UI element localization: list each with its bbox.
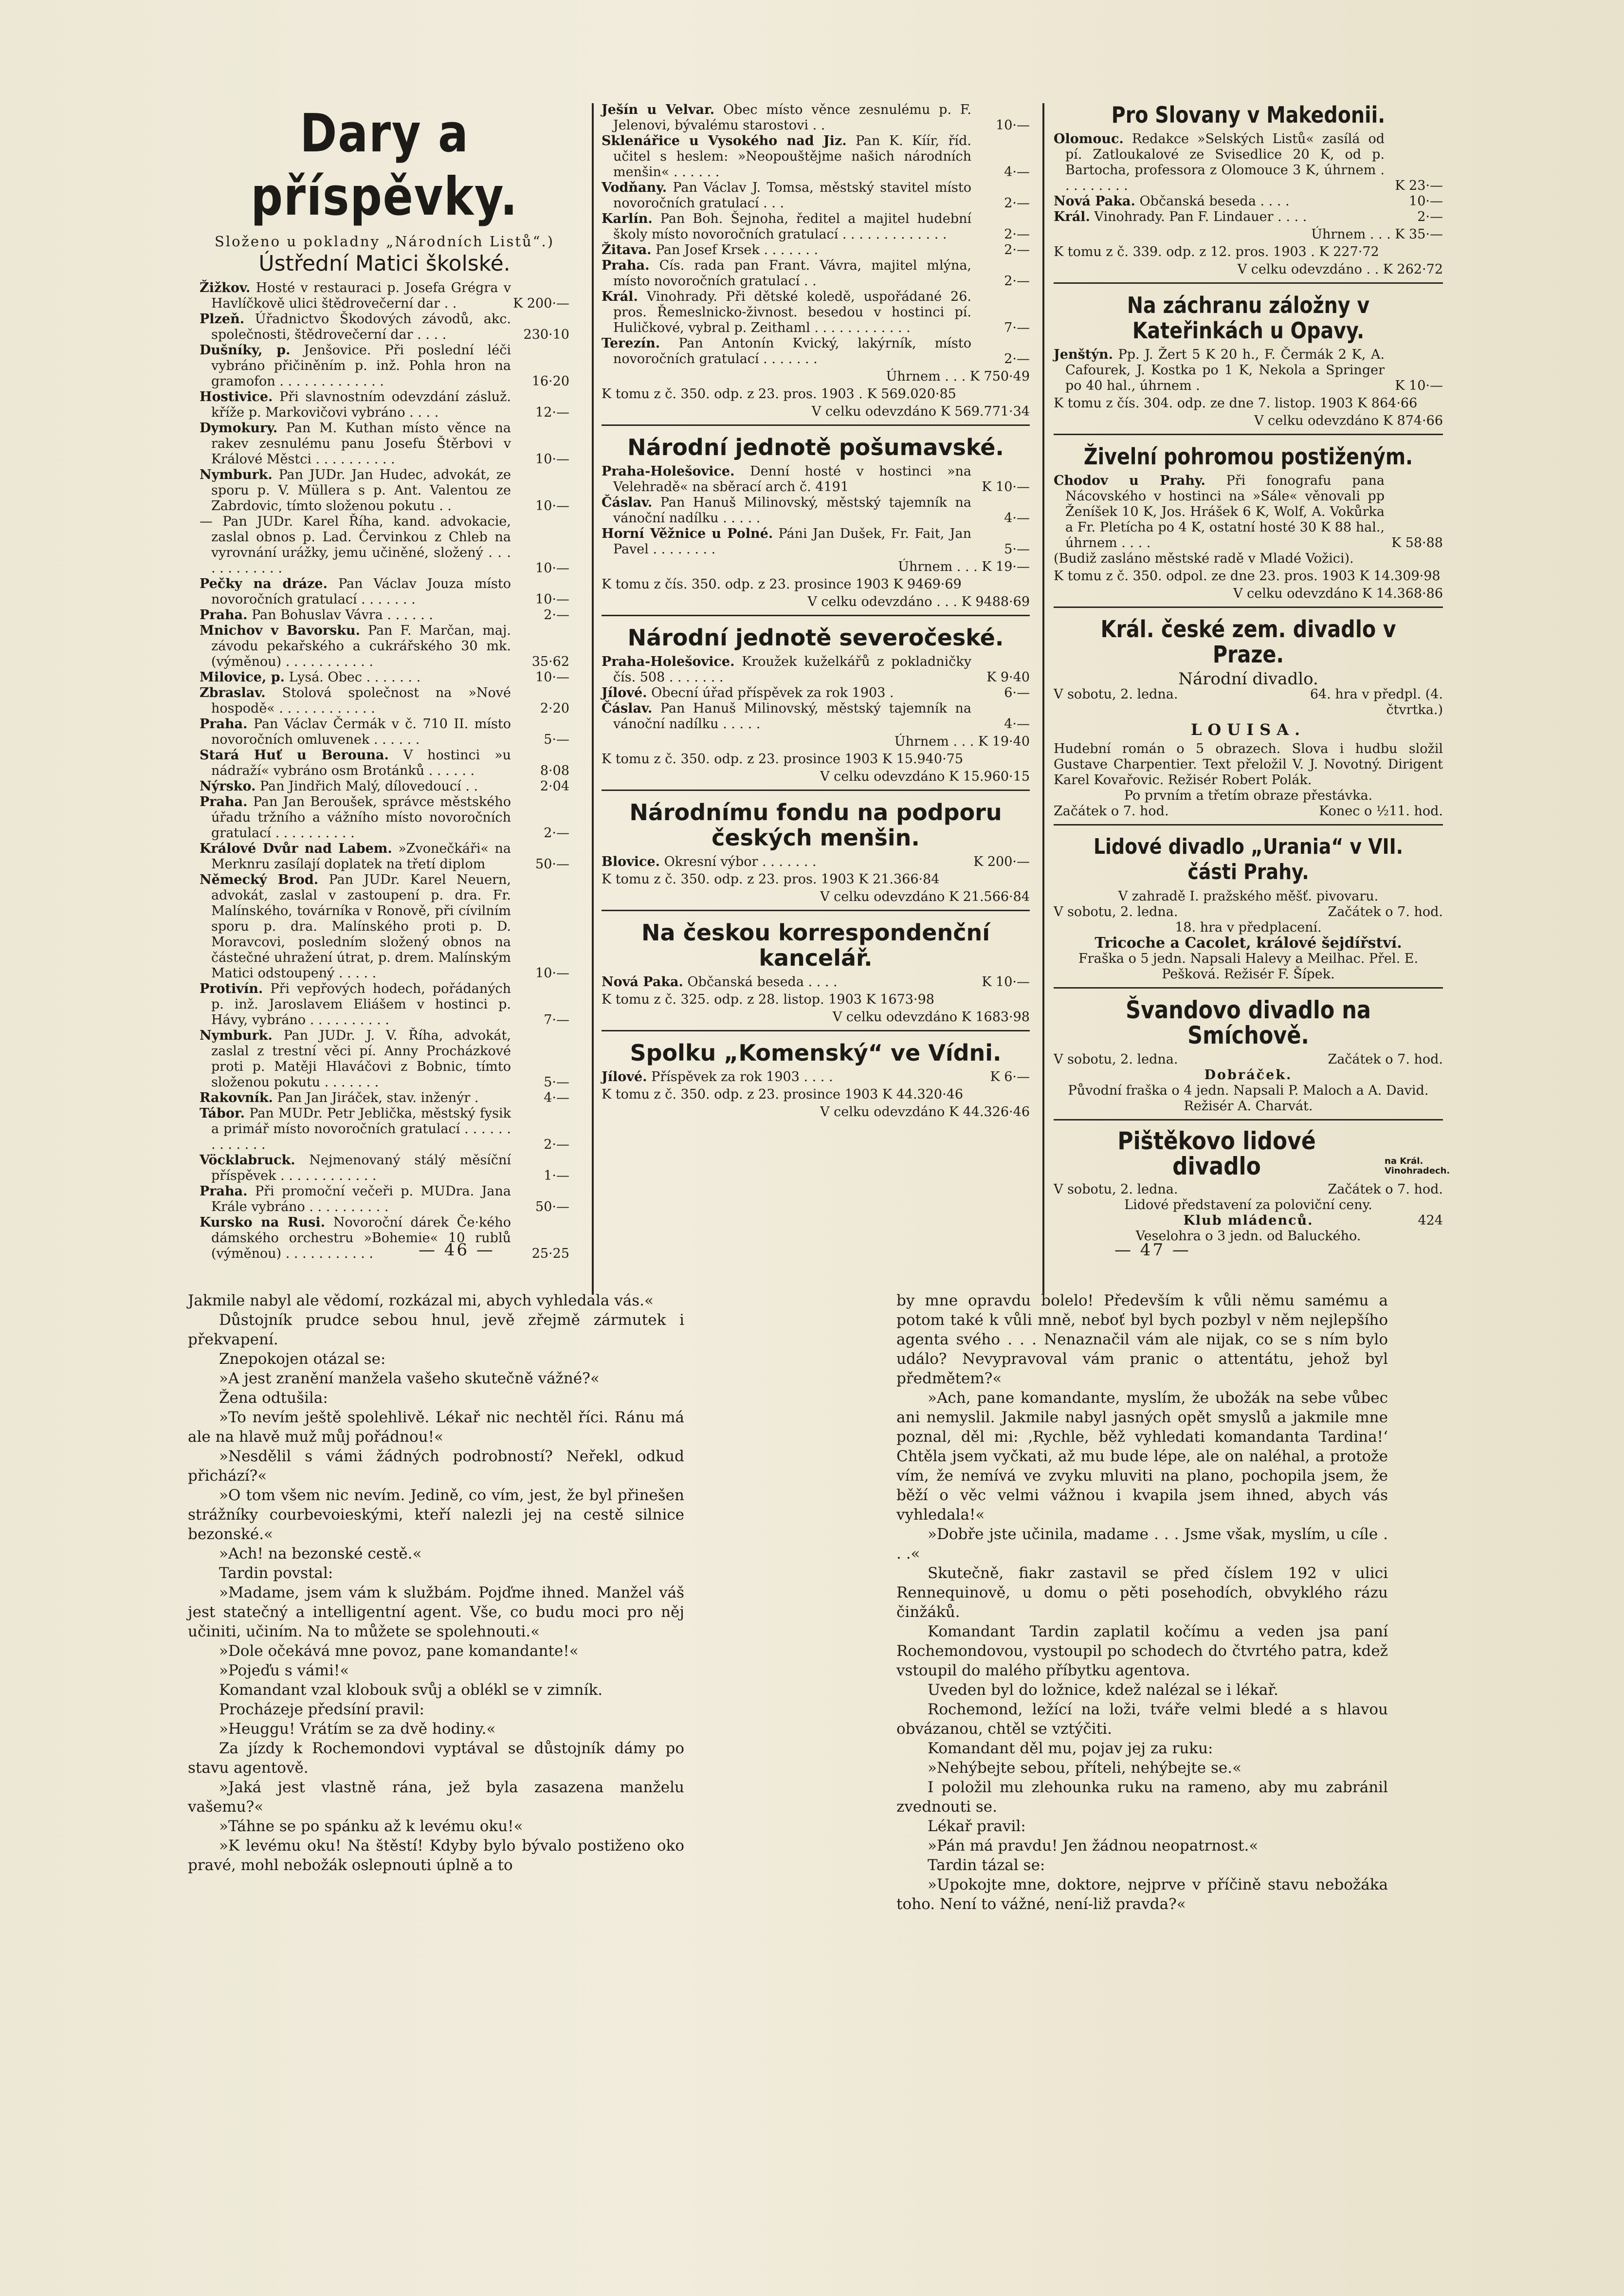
entry-amount: 5·— — [544, 1075, 569, 1090]
entry-text: Vodňany. Pan Václav J. Tomsa, městský stavitel místo novoročních gratulací . . . — [602, 180, 971, 211]
donation-entry — [1054, 209, 1443, 225]
given-line: V celku odevzdáno K 15.960·15 — [820, 769, 1030, 784]
given-line: V celku odevzdáno K 21.566·84 — [820, 889, 1030, 904]
column-funds — [602, 102, 1030, 1122]
entry-amount: 4·— — [544, 1090, 569, 1105]
total-line: K tomu z č. 350. odp. z 23. prosince 1903 K 15.940·75 — [602, 752, 964, 767]
entry-text: Nymburk. Pan JUDr. J. V. Říha, advokát, zaslal z trestní věci pí. Anny Procházkové proti p. Matěji Hlaváčovi z Bobnic, tímto složenou pokutu . . . . . . . — [200, 1028, 511, 1090]
entry-amount: K 10·— — [982, 974, 1030, 990]
story-text-right — [896, 1291, 1388, 1914]
donation-entry — [602, 133, 1030, 180]
entry-amount: 4·— — [1004, 716, 1030, 732]
section-heading: Na českou korrespondenční kancelář. — [641, 919, 990, 971]
donation-entry — [602, 464, 1030, 495]
total-line: K tomu z č. 339. odp. z 12. pros. 1903 . K 227·72 — [1054, 244, 1379, 259]
entry-amount: 16·20 — [531, 374, 569, 389]
entry-text: Praha. Pan Bohuslav Vávra . . . . . . — [200, 607, 433, 623]
given-line: V celku odevzdáno K 1683·98 — [832, 1010, 1030, 1025]
donation-entry — [200, 779, 569, 794]
section-heading: Pro Slovany v Makedonii. — [1111, 102, 1386, 128]
entry-text: Rakovník. Pan Jan Jiráček, stav. inženýr . — [200, 1090, 479, 1105]
entry-text: Stará Huť u Berouna. V hostinci »u nádraží« vybráno osm Brotánků . . . . . . — [200, 748, 511, 778]
theatre-name: Národní divadlo. — [1178, 669, 1318, 689]
play-title: Dobráček. — [1204, 1067, 1293, 1083]
entry-text: Žitava. Pan Josef Krsek . . . . . . . — [602, 242, 819, 257]
entry-amount: 7·— — [1004, 320, 1030, 335]
donation-entry — [200, 280, 569, 312]
entry-amount: 50·— — [535, 857, 569, 872]
theatre-row — [1054, 687, 1443, 718]
donation-entry — [200, 467, 569, 514]
section-heading: Ústřední Matici školské. — [258, 251, 511, 276]
donation-list — [602, 974, 1030, 990]
donation-entry — [602, 974, 1030, 990]
entry-amount: K 23·— — [1395, 178, 1443, 193]
donation-entry — [200, 1215, 569, 1262]
entry-text: Král. Vinohrady. Pan F. Lindauer . . . . — [1054, 209, 1307, 224]
donation-entry — [1054, 347, 1443, 394]
story-paragraph: »Heuggu! Vrátím se za dvě hodiny.« — [219, 1720, 496, 1738]
entry-text: Nýrsko. Pan Jindřich Malý, dílovedoucí . . — [200, 779, 478, 794]
entry-text: Horní Věžnice u Polné. Páni Jan Dušek, Fr. Fait, Jan Pavel . . . . . . . . — [602, 526, 971, 557]
donation-entry — [602, 289, 1030, 336]
page-number-left: — 46 — — [419, 1240, 495, 1260]
entry-text: Německý Brod. Pan JUDr. Karel Neuern, advokát, zaslal v zastoupení p. dra. Fr. Malínského, továrníka v Ronově, při cívilním sporu p. dra. Malínského proti p. D. Moravcovi, posledním složený obnos na částečné uhražení útrat, p. drem. Malínským Matici odstoupený . . . . . — [200, 872, 511, 981]
section-heading: Národní jednotě pošumavské. — [627, 434, 1004, 460]
donation-entry — [200, 841, 569, 872]
theatre-venue: V zahradě I. pražského měšť. pivovaru. — [1118, 889, 1379, 904]
entry-amount: 5·— — [1004, 542, 1030, 557]
entry-amount: 10·— — [996, 118, 1030, 133]
donation-entry — [1054, 473, 1443, 551]
section-heading: Lidové divadlo „Urania“ v VII. části Prahy. — [1093, 834, 1404, 884]
story-paragraph: Rochemond, ležící na loži, tváře velmi bledé a s hlavou obvázanou, chtěl se vztýčiti. — [896, 1701, 1388, 1738]
entry-amount: 5·— — [544, 732, 569, 747]
story-paragraph: »Nesdělil s vámi žádných podrobností? Neřekl, odkud přichází?« — [188, 1448, 684, 1485]
entry-text: Sklenářice u Vysokého nad Jiz. Pan K. Kíír, říd. učitel s heslem: »Neopouštějme našich národních menšin« . . . . . . — [602, 133, 971, 180]
donation-list — [1054, 473, 1443, 567]
story-paragraph: »Ach! na bezonské cestě.« — [219, 1545, 422, 1562]
play-note: Po prvním a třetím obraze přestávka. — [1124, 788, 1373, 803]
sum-line: Úhrnem . . . K 35·— — [1311, 227, 1443, 242]
column-donations — [200, 102, 569, 1262]
entry-text: Jílové. Příspěvek za rok 1903 . . . . — [602, 1069, 833, 1084]
section-heading: Národnímu fondu na podporu českých menšin. — [629, 799, 1002, 851]
divider — [1054, 987, 1443, 989]
story-paragraph: »Dobře jste učinila, madame . . . Jsme však, myslím, u cíle . . .« — [896, 1525, 1388, 1562]
entry-text: Král. Vinohrady. Při dětské koledě, uspořádané 26. pros. Řemeslnicko-živnost. besedou v hostinci pí. Huličkové, vybral p. Zeithaml . . . . . . . . . . . . — [602, 289, 971, 335]
column-rule-1 — [592, 103, 594, 1295]
section-heading: Národní jednotě severočeské. — [627, 625, 1004, 651]
page-number-right: — 47 — — [1114, 1240, 1191, 1260]
start-time: Začátek o 7. hod. — [1328, 904, 1443, 919]
entry-amount: K 6·— — [990, 1069, 1030, 1084]
entry-text: (Budiž zasláno městské radě v Mladé Vožici). — [1054, 551, 1354, 566]
donation-entry — [200, 576, 569, 607]
play-description: Hudební román o 5 obrazech. Slova i hudbu složil Gustave Charpentier. Text přeložil V. J. Novotný. Dirigent Karel Kovařovic. Režisér Robert Polák. — [1054, 741, 1443, 788]
column-rule-2 — [1042, 103, 1044, 1295]
theatre-date: V sobotu, 2. ledna. — [1054, 904, 1178, 919]
story-paragraph: »Jaká jest vlastně rána, jež byla zasazena manželu vašemu?« — [188, 1779, 684, 1816]
story-paragraph: Lékař pravil: — [928, 1818, 1026, 1835]
entry-text: Zbraslav. Stolová společnost na »Nové hospodě« . . . . . . . . . . . . — [200, 685, 511, 716]
entry-text: Terezín. Pan Antonín Kvický, lakýrník, místo novoročních gratulací . . . . . . . — [602, 336, 971, 367]
start-time: Začátek o 7. hod. — [1328, 1052, 1443, 1067]
entry-amount: 1·— — [544, 1168, 569, 1183]
donation-entry — [602, 1069, 1030, 1085]
theatre-date: V sobotu, 2. ledna. — [1054, 1052, 1178, 1067]
entry-amount: 2·— — [544, 607, 569, 623]
donation-entry — [200, 981, 569, 1028]
entry-text: Mnichov v Bavorsku. Pan F. Marčan, maj. závodu pekařského a cukrářského 30 mk. (výměnou) . . . . . . . . . . . — [200, 623, 511, 669]
ad-number: 424 — [1418, 1213, 1443, 1228]
theatre-times — [1054, 804, 1443, 819]
entry-text: Čáslav. Pan Hanuš Milinovský, městský tajemník na vánoční nadílku . . . . . — [602, 495, 971, 526]
sum-line: Úhrnem . . . K 750·49 — [886, 369, 1030, 384]
entry-amount: K 9·40 — [986, 670, 1030, 685]
play-title: Klub mládenců. — [1183, 1213, 1314, 1228]
entry-text: Tábor. Pan MUDr. Petr Jeblička, městský fysik a primář místo novoročních gratulací . . . . . . . . . . . . . — [200, 1106, 511, 1152]
play-title: LOUISA. — [1190, 720, 1306, 739]
donation-list — [1054, 131, 1443, 225]
entry-text: Praha. Cís. rada pan Frant. Vávra, majitel mlýna, místo novoročních gratulací . . — [602, 258, 971, 289]
entry-text: Milovice, p. Lysá. Obec . . . . . . . — [200, 670, 421, 685]
story-paragraph: »Ach, pane komandante, myslím, že ubožák na sebe vůbec ani nemyslil. Jakmile nabyl jasných opět smyslů a jakmile mne poznal, děl mi: ‚Rychle, běž vyhledati komandanta Tardina!‘ Chtěla jsem vyčkati, až mu bude lépe, ale on naléhal, a protože vím, že nemívá ve zvyku mluviti na plano, pochopila jsem, že běží o věc velmi vážnou i kvapila jsem ihned, abych vás vyhledala!« — [896, 1389, 1388, 1524]
play-description: Fraška o 5 jedn. Napsali Halevy a Meilhac. Přel. E. Pešková. Režisér F. Šípek. — [1078, 951, 1419, 982]
entry-amount: 2·— — [1004, 196, 1030, 211]
donation-entry — [200, 1153, 569, 1184]
entry-amount: 12·— — [535, 405, 569, 420]
story-paragraph: Tardin povstal: — [219, 1564, 333, 1582]
entry-amount: 2·04 — [540, 779, 569, 794]
entry-amount: 10·— — [535, 966, 569, 981]
donation-entry — [200, 1090, 569, 1106]
story-paragraph: Znepokojen otázal se: — [219, 1350, 386, 1368]
entry-amount: 4·— — [1004, 165, 1030, 180]
entry-text: Jílové. Obecní úřad příspěvek za rok 1903 . — [602, 685, 894, 700]
entry-amount: K 200·— — [513, 296, 569, 311]
theatre-note: Lidové představení za poloviční ceny. — [1124, 1197, 1372, 1212]
entry-amount: 6·— — [1004, 685, 1030, 700]
total-line: K tomu z č. 325. odp. z 28. listop. 1903 K 1673·98 — [602, 992, 934, 1007]
theatre-row — [1054, 1182, 1443, 1197]
entry-text: Dymokury. Pan M. Kuthan místo věnce na rakev zesnulému panu Josefu Štěrbovi v Králové Městci . . . . . . . . . . — [200, 421, 511, 467]
entry-amount: 10·— — [535, 498, 569, 514]
entry-text: Ješín u Velvar. Obec místo věnce zesnulému p. F. Jelenovi, bývalému starostovi . . — [602, 102, 971, 133]
entry-text: Králové Dvůr nad Labem. »Zvonečkáři« na Merknru zasílají doplatek na třetí diplom — [200, 841, 511, 872]
start-time: Začátek o 7. hod. — [1054, 804, 1169, 819]
donation-entry — [200, 312, 569, 343]
donation-entry — [602, 701, 1030, 732]
entry-text: Karlín. Pan Boh. Šejnoha, ředitel a majitel hudební školy místo novoročních gratulací . . . . . . . . . . . . . — [602, 211, 971, 242]
donation-entry — [200, 1106, 569, 1153]
story-paragraph: Procházeje předsíní pravil: — [219, 1701, 424, 1718]
story-paragraph: »Upokojte mne, doktore, nejprve v příčině stavu nebožáka toho. Není to vážné, není-liž pravda?« — [896, 1876, 1388, 1913]
story-paragraph: Jakmile nabyl ale vědomí, rozkázal mi, abych vyhledala vás.« — [188, 1292, 654, 1309]
story-paragraph: »Dole očekává mne povoz, pane komandante!« — [219, 1642, 579, 1660]
total-line: K tomu z č. 350. odp. z 23. pros. 1903 K 21.366·84 — [602, 872, 940, 887]
donation-entry — [200, 670, 569, 685]
entry-amount: K 200·— — [973, 854, 1030, 869]
story-paragraph: Komandant děl mu, pojav jej za ruku: — [928, 1740, 1213, 1757]
donation-entry — [602, 854, 1030, 870]
donation-entry — [200, 343, 569, 389]
story-paragraph: Důstojník prudce sebou hnul, jevě zřejmě zármutek i překvapení. — [188, 1311, 684, 1348]
donation-entry — [200, 607, 569, 623]
play-description: Veselohra o 3 jedn. od Baluckého. — [1135, 1229, 1361, 1244]
total-line: K tomu z č. 350. odp. z 23. pros. 1903 . K 569.020·85 — [602, 386, 956, 402]
divider — [1054, 434, 1443, 435]
donation-entry — [1054, 194, 1443, 209]
donation-list — [602, 654, 1030, 732]
total-line: K tomu z čís. 350. odp. z 23. prosince 1903 K 9469·69 — [602, 577, 962, 592]
theatre-heading-row — [1054, 1125, 1450, 1182]
donation-list — [602, 1069, 1030, 1085]
donation-entry — [200, 685, 569, 716]
story-paragraph: »To nevím ještě spolehlivě. Lékař nic nechtěl říci. Ránu má ale na hlavě muž můj pořádnou!« — [188, 1409, 684, 1446]
donation-entry — [200, 794, 569, 841]
divider — [602, 1030, 1030, 1031]
theatre-performance: 64. hra v předpl. (4. čtvrtka.) — [1310, 687, 1443, 717]
entry-text: Žižkov. Hosté v restauraci p. Josefa Grégra v Havlíčkově ulici štědrovečerní dar . . — [200, 280, 511, 311]
entry-amount: 8·08 — [540, 763, 569, 778]
entry-text: Pečky na dráze. Pan Václav Jouza místo novoročních gratulací . . . . . . . — [200, 576, 511, 607]
entry-amount: K 10·— — [982, 479, 1030, 495]
entry-amount: 10·— — [535, 670, 569, 685]
story-paragraph: Komandant Tardin zaplatil kočímu a veden jsa paní Rochemondovou, vystoupil po schodech do čtvrtého patra, kdež vstoupil do malého příbytku agentova. — [896, 1623, 1388, 1679]
entry-amount: 7·— — [544, 1012, 569, 1028]
entry-text: Plzeň. Úřadnictvo Škodových závodů, akc. společnosti, štědrovečerní dar . . . . — [200, 312, 511, 342]
entry-text: Protivín. Při vepřových hodech, pořádaných p. inž. Jaroslavem Eliášem v hostinci p. Hávy, vybráno . . . . . . . . . . — [200, 981, 511, 1028]
donation-entry — [602, 102, 1030, 133]
entry-text: Chodov u Prahy. Při fonografu pana Nácovského v hostinci na »Sále« věnovali pp Ženíšek 10 K, Jos. Hrášek 6 K, Wolf, A. Vokůrka a Fr. Pletícha po 4 K, ostatní hosté 30 K 88 hal., úhrnem . . . . — [1054, 473, 1385, 551]
given-line: V celku odevzdáno . . K 262·72 — [1237, 262, 1443, 277]
given-line: V celku odevzdáno K 44.326·46 — [820, 1104, 1030, 1120]
section-heading: Švandovo divadlo na Smíchově. — [1126, 996, 1371, 1049]
story-paragraph: Žena odtušila: — [219, 1389, 328, 1407]
donation-entry — [602, 258, 1030, 289]
divider — [1054, 606, 1443, 608]
donation-entry — [200, 1184, 569, 1215]
donation-entry — [602, 242, 1030, 258]
donation-entry — [200, 748, 569, 779]
donation-entry — [200, 623, 569, 670]
entry-text: Praha-Holešovice. Denní hosté v hostinci »na Velehradě« na sběrací arch č. 4191 — [602, 464, 971, 495]
donation-entry — [602, 180, 1030, 211]
play-title: Tricoche a Cacolet, králové šejdířství. — [1095, 935, 1402, 952]
entry-amount: 2·— — [1004, 274, 1030, 289]
entry-amount: 50·— — [535, 1199, 569, 1214]
donation-entry — [200, 716, 569, 748]
entry-amount: 10·— — [535, 452, 569, 467]
sum-line: Úhrnem . . . K 19·— — [898, 559, 1030, 574]
donation-entry — [602, 336, 1030, 367]
end-time: Konec o ½11. hod. — [1319, 804, 1443, 819]
theatre-date: V sobotu, 2. ledna. — [1054, 687, 1178, 702]
donation-entry — [200, 872, 569, 981]
entry-text: Nymburk. Pan JUDr. Jan Hudec, advokát, ze sporu p. V. Müllera s p. Ant. Valentou ze Zabrdovic, tímto složenou pokutu . . — [200, 467, 511, 514]
entry-amount: 10·— — [1409, 194, 1443, 209]
total-line: K tomu z č. 350. odp. z 23. prosince 1903 K 44.320·46 — [602, 1087, 964, 1102]
entry-text: Čáslav. Pan Hanuš Milinovský, městský tajemník na vánoční nadílku . . . . . — [602, 701, 971, 732]
story-text-left — [188, 1291, 684, 1875]
donation-list — [602, 464, 1030, 557]
given-line: V celku odevzdáno K 874·66 — [1254, 413, 1443, 428]
section-heading: Král. české zem. divadlo v Praze. — [1100, 616, 1396, 668]
entry-text: Vöcklabruck. Nejmenovaný stálý měsíční příspěvek . . . . . . . . . . . . — [200, 1153, 511, 1183]
donation-entry — [602, 526, 1030, 557]
given-line: V celku odevzdáno . . . K 9488·69 — [807, 594, 1030, 609]
donation-list — [1054, 347, 1443, 394]
donation-entry — [1054, 131, 1443, 194]
donation-entry — [602, 211, 1030, 242]
entry-text: Dušníky, p. Jenšovice. Při poslední léči vybráno přičiněním p. inž. Pohla hron na gramofon . . . . . . . . . . . . . — [200, 343, 511, 389]
entry-text: Praha-Holešovice. Kroužek kuželkářů z pokladničky čís. 508 . . . . . . . — [602, 654, 971, 685]
donation-entry — [602, 495, 1030, 526]
story-paragraph: »K levému oku! Na štěstí! Kdyby bylo bývalo postiženo oko pravé, mohl nebožák oslepnouti úplně a to — [188, 1837, 684, 1874]
theatre-row — [1054, 904, 1443, 920]
theatre-row — [1054, 1052, 1443, 1067]
entry-amount: 2·— — [1004, 242, 1030, 257]
start-time: Začátek o 7. hod. — [1328, 1182, 1443, 1197]
entry-amount: 230·10 — [523, 327, 569, 342]
divider — [602, 615, 1030, 616]
entry-amount: 10·— — [535, 561, 569, 576]
story-paragraph: »Pojeďu s vámi!« — [219, 1662, 349, 1679]
donation-list — [602, 102, 1030, 367]
story-paragraph: »O tom všem nic nevím. Jedině, co vím, jest, že byl přinešen strážníky courbevoieskými, kteří nalezli jej na cestě silnice bezonské.« — [188, 1487, 684, 1543]
page-title: Dary a příspěvky. — [251, 103, 518, 227]
sum-line: Úhrnem . . . K 19·40 — [894, 734, 1030, 749]
story-paragraph: »A jest zranění manžela vašeho skutečně vážné?« — [219, 1370, 600, 1387]
total-line: K tomu z č. 350. odpol. ze dne 23. pros. 1903 K 14.309·98 — [1054, 569, 1441, 584]
entry-text: Nová Paka. Občanská beseda . . . . — [602, 974, 838, 990]
story-paragraph: Komandant vzal klobouk svůj a oblékl se v zimník. — [219, 1681, 603, 1699]
story-paragraph: »Nehýbejte sebou, příteli, nehýbejte se.« — [928, 1759, 1242, 1777]
section-heading: Živelní pohromou postiženým. — [1083, 443, 1413, 470]
theatre-performance: 18. hra v předplacení. — [1175, 920, 1322, 935]
given-line: V celku odevzdáno K 569.771·34 — [811, 404, 1030, 419]
donation-entry — [602, 685, 1030, 701]
divider — [1054, 282, 1443, 284]
donation-list — [602, 854, 1030, 870]
divider — [602, 790, 1030, 791]
section-heading-small: na Král. Vinohradech. — [1385, 1156, 1450, 1176]
subtitle: Složeno u pokladny „Národních Listů“.) — [214, 233, 555, 250]
story-paragraph: I položil mu zlehounka ruku na rameno, aby mu zabránil zvednouti se. — [896, 1779, 1388, 1816]
theatre-date: V sobotu, 2. ledna. — [1054, 1182, 1178, 1197]
entry-text: Hostivice. Při slavnostním odevzdání zásluž. kříže p. Markovičovi vybráno . . . . — [200, 389, 511, 420]
entry-text: Kursko na Rusi. Novoroční dárek Če·kého dámského orchestru »Bohemie« 10 rublů (výměnou) . . . . . . . . . . . — [200, 1215, 511, 1261]
given-line: V celku odevzdáno K 14.368·86 — [1233, 586, 1443, 601]
entry-text: Praha. Pan Jan Beroušek, správce městského úřadu tržního a vážního místo novoročních gratulací . . . . . . . . . . — [200, 794, 511, 841]
entry-text: Praha. Při promoční večeři p. MUDra. Jana Krále vybráno . . . . . . . . . . — [200, 1184, 511, 1214]
theatre-row — [1054, 1213, 1443, 1229]
play-description: Původní fraška o 4 jedn. Napsali P. Maloch a A. David. Režisér A. Charvát. — [1068, 1083, 1429, 1114]
donation-entry — [602, 654, 1030, 685]
divider — [602, 910, 1030, 911]
story-paragraph: »Táhne se po spánku až k levému oku!« — [219, 1818, 523, 1835]
entry-amount: K 58·88 — [1391, 535, 1443, 551]
story-paragraph: »Pán má pravdu! Jen žádnou neopatrnost.« — [928, 1837, 1259, 1855]
story-paragraph: Uveden byl do ložnice, kdež nalézal se i lékař. — [928, 1681, 1278, 1699]
total-line: K tomu z čís. 304. odp. ze dne 7. listop. 1903 K 864·66 — [1054, 396, 1418, 411]
entry-amount: 4·— — [1004, 511, 1030, 526]
entry-text: Blovice. Okresní výbor . . . . . . . — [602, 854, 817, 869]
entry-amount: 2·— — [1417, 209, 1443, 224]
story-paragraph: Tardin tázal se: — [928, 1856, 1045, 1874]
story-paragraph: by mne opravdu bolelo! Především k vůli němu samému a potom také k vůli mně, neboť byl bych pozbyl v něm nejlepšího agenta svého . . . Nenaznačil vám ale nijak, co se s ním bylo událo? Nevypravoval vám pranic o attentátu, jehož byl předmětem?« — [896, 1292, 1388, 1387]
column-notices — [1054, 102, 1450, 1244]
donation-entry — [200, 389, 569, 421]
divider — [602, 424, 1030, 426]
donation-entry — [200, 514, 569, 576]
donation-list — [200, 280, 569, 1262]
entry-amount: 35·62 — [531, 654, 569, 669]
entry-amount: 2·— — [1004, 351, 1030, 367]
divider — [1054, 1119, 1443, 1120]
entry-text: Jenštýn. Pp. J. Žert 5 K 20 h., F. Čermák 2 K, A. Cafourek, J. Kostka po 1 K, Nekola a Springer po 40 hal., úhrnem . — [1054, 347, 1385, 393]
donation-entry — [200, 1028, 569, 1090]
entry-amount: K 10·— — [1395, 378, 1443, 393]
entry-text: Nová Paka. Občanská beseda . . . . — [1054, 194, 1290, 209]
section-heading: Spolku „Komenský“ ve Vídni. — [630, 1040, 1002, 1066]
entry-text: Praha. Pan Václav Čermák v č. 710 II. místo novoročních omluvenek . . . . . . — [200, 716, 511, 747]
entry-amount: 25·25 — [531, 1246, 569, 1261]
entry-text: Olomouc. Redakce »Selských Listů« zasílá od pí. Zatloukalové ze Svisedlice 20 K, od p. Bartocha, professora z Olomouce 3 K, úhrnem . . . . . . . . . — [1054, 131, 1385, 193]
entry-amount: 2·— — [544, 1137, 569, 1152]
entry-text: — Pan JUDr. Karel Říha, kand. advokacie, zaslal obnos p. Lad. Červinkou z Chleb na vyrovnání urážky, jemu učiněné, složený . . . . . . . . . . . . — [200, 514, 511, 576]
entry-amount: 10·— — [535, 592, 569, 607]
donation-entry — [1054, 551, 1443, 567]
story-paragraph: »Madame, jsem vám k službám. Pojďme ihned. Manžel váš jest statečný a intelligentní agent. Vše, co budu moci pro něj učiniti, učiním. Na to můžete se spolehnouti.« — [188, 1584, 684, 1640]
story-paragraph: Skutečně, fiakr zastavil se před číslem 192 v ulici Rennequinově, u domu o pěti posehodích, obvyklého rázu činžáků. — [896, 1564, 1388, 1621]
section-heading: Pištěkovo lidové divadlo — [1117, 1127, 1316, 1180]
section-heading: Na záchranu záložny v Kateřinkách u Opavy. — [1127, 292, 1370, 344]
entry-amount: 2·— — [1004, 227, 1030, 242]
donation-entry — [200, 421, 569, 467]
story-paragraph: Za jízdy k Rochemondovi vyptával se důstojník dámy po stavu agentově. — [188, 1740, 684, 1777]
divider — [1054, 824, 1443, 826]
entry-amount: 2·20 — [540, 701, 569, 716]
entry-amount: 2·— — [544, 826, 569, 841]
